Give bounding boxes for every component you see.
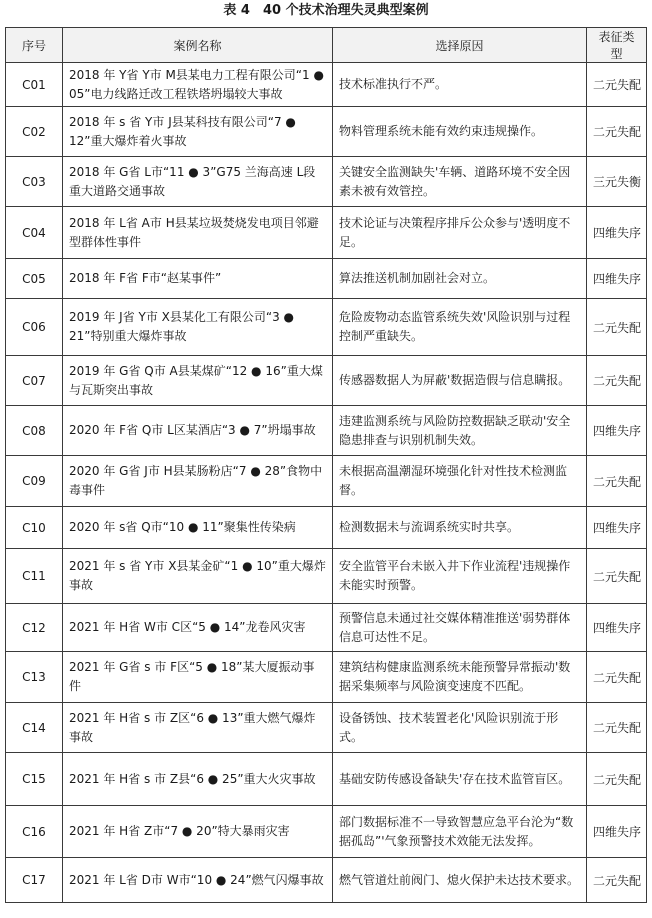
case-type: 二元失配 <box>587 703 647 753</box>
table-row <box>6 753 647 806</box>
table-row <box>6 604 647 652</box>
case-type: 二元失配 <box>587 549 647 604</box>
case-reason: 关键安全监测缺失'车辆、道路环境不安全因素未被有效管控。 <box>333 157 587 207</box>
case-id: C04 <box>6 207 63 259</box>
case-type: 二元失配 <box>587 107 647 157</box>
case-name: 2021 年 G省 s 市 F区“5 ● 18”某大厦振动事件 <box>63 652 333 703</box>
table-row <box>6 207 647 259</box>
case-reason: 传感器数据人为屏蔽'数据造假与信息瞒报。 <box>333 356 587 406</box>
case-id: C14 <box>6 703 63 753</box>
case-reason: 预警信息未通过社交媒体精准推送'弱势群体信息可达性不足。 <box>333 604 587 652</box>
case-id: C01 <box>6 63 63 107</box>
header-case-name: 案例名称 <box>63 28 333 63</box>
case-id: C09 <box>6 456 63 507</box>
case-type: 二元失配 <box>587 858 647 903</box>
case-type: 二元失配 <box>587 456 647 507</box>
table-header-row <box>6 28 647 63</box>
case-reason: 未根据高温潮湿环境强化针对性技术检测监督。 <box>333 456 587 507</box>
case-name: 2020 年 G省 J市 H县某肠粉店“7 ● 28”食物中毒事件 <box>63 456 333 507</box>
table-row <box>6 549 647 604</box>
table-row <box>6 652 647 703</box>
table-body <box>6 63 647 903</box>
case-type: 四维失序 <box>587 507 647 549</box>
table-row <box>6 107 647 157</box>
header-reason: 选择原因 <box>333 28 587 63</box>
case-reason: 设备锈蚀、技术装置老化'风险识别流于形式。 <box>333 703 587 753</box>
table-caption: 表 4 40 个技术治理失灵典型案例 <box>223 3 429 18</box>
case-id: C08 <box>6 406 63 456</box>
case-reason: 物料管理系统未能有效约束违规操作。 <box>333 107 587 157</box>
case-id: C03 <box>6 157 63 207</box>
table-row <box>6 299 647 356</box>
case-id: C02 <box>6 107 63 157</box>
case-id: C06 <box>6 299 63 356</box>
case-name: 2020 年 s省 Q市“10 ● 11”聚集性传染病 <box>63 507 333 549</box>
case-id: C05 <box>6 259 63 299</box>
case-id: C13 <box>6 652 63 703</box>
case-type: 二元失配 <box>587 356 647 406</box>
table-row <box>6 157 647 207</box>
case-type: 三元失衡 <box>587 157 647 207</box>
case-type: 四维失序 <box>587 604 647 652</box>
header-id: 序号 <box>6 28 63 63</box>
case-id: C17 <box>6 858 63 903</box>
case-name: 2019 年 J省 Y市 X县某化工有限公司“3 ● 21”特别重大爆炸事故 <box>63 299 333 356</box>
case-id: C10 <box>6 507 63 549</box>
case-type: 二元失配 <box>587 652 647 703</box>
case-reason: 部门数据标准不一导致智慧应急平台沦为“数据孤岛”'气象预警技术效能无法发挥。 <box>333 806 587 858</box>
case-name: 2021 年 L省 D市 W市“10 ● 24”燃气闪爆事故 <box>63 858 333 903</box>
case-reason: 危险废物动态监管系统失效'风险识别与过程控制严重缺失。 <box>333 299 587 356</box>
case-reason: 基础安防传感设备缺失'存在技术监管盲区。 <box>333 753 587 806</box>
case-type: 二元失配 <box>587 63 647 107</box>
case-name: 2021 年 H省 W市 C区“5 ● 14”龙卷风灾害 <box>63 604 333 652</box>
case-name: 2021 年 H省 Z市“7 ● 20”特大暴雨灾害 <box>63 806 333 858</box>
table-row <box>6 507 647 549</box>
table-row <box>6 858 647 903</box>
case-id: C12 <box>6 604 63 652</box>
case-name: 2018 年 s 省 Y市 J县某科技有限公司“7 ● 12”重大爆炸着火事故 <box>63 107 333 157</box>
case-type: 二元失配 <box>587 753 647 806</box>
case-reason: 技术论证与决策程序排斥公众参与'透明度不足。 <box>333 207 587 259</box>
case-name: 2018 年 Y省 Y市 M县某电力工程有限公司“1 ● 05”电力线路迁改工程铁塔坍塌较大事故 <box>63 63 333 107</box>
case-id: C07 <box>6 356 63 406</box>
header-type: 表征类型 <box>587 28 647 63</box>
case-type: 四维失序 <box>587 406 647 456</box>
case-name: 2021 年 H省 s 市 Z区“6 ● 13”重大燃气爆炸事故 <box>63 703 333 753</box>
case-name: 2021 年 s 省 Y市 X县某金矿“1 ● 10”重大爆炸事故 <box>63 549 333 604</box>
case-type: 四维失序 <box>587 806 647 858</box>
case-reason: 燃气管道灶前阀门、熄火保护未达技术要求。 <box>333 858 587 903</box>
case-reason: 安全监管平台未嵌入井下作业流程'违规操作未能实时预警。 <box>333 549 587 604</box>
table-row <box>6 406 647 456</box>
case-type: 四维失序 <box>587 259 647 299</box>
table-row <box>6 356 647 406</box>
case-table <box>5 27 647 903</box>
case-id: C11 <box>6 549 63 604</box>
case-name: 2020 年 F省 Q市 L区某酒店“3 ● 7”坍塌事故 <box>63 406 333 456</box>
case-name: 2018 年 L省 A市 H县某垃圾焚烧发电项目邻避型群体性事件 <box>63 207 333 259</box>
case-name: 2018 年 F省 F市“赵某事件” <box>63 259 333 299</box>
case-name: 2021 年 H省 s 市 Z县“6 ● 25”重大火灾事故 <box>63 753 333 806</box>
case-type: 二元失配 <box>587 299 647 356</box>
table-row <box>6 259 647 299</box>
case-reason: 违建监测系统与风险防控数据缺乏联动'安全隐患排查与识别机制失效。 <box>333 406 587 456</box>
table-row <box>6 456 647 507</box>
case-name: 2018 年 G省 L市“11 ● 3”G75 兰海高速 L段重大道路交通事故 <box>63 157 333 207</box>
case-id: C16 <box>6 806 63 858</box>
case-type: 四维失序 <box>587 207 647 259</box>
case-id: C15 <box>6 753 63 806</box>
case-reason: 检测数据未与流调系统实时共享。 <box>333 507 587 549</box>
case-reason: 建筑结构健康监测系统未能预警异常振动'数据采集频率与风险演变速度不匹配。 <box>333 652 587 703</box>
case-reason: 算法推送机制加剧社会对立。 <box>333 259 587 299</box>
case-name: 2019 年 G省 Q市 A县某煤矿“12 ● 16”重大煤与瓦斯突出事故 <box>63 356 333 406</box>
table-row <box>6 703 647 753</box>
table-row <box>6 63 647 107</box>
table-row <box>6 806 647 858</box>
case-reason: 技术标准执行不严。 <box>333 63 587 107</box>
